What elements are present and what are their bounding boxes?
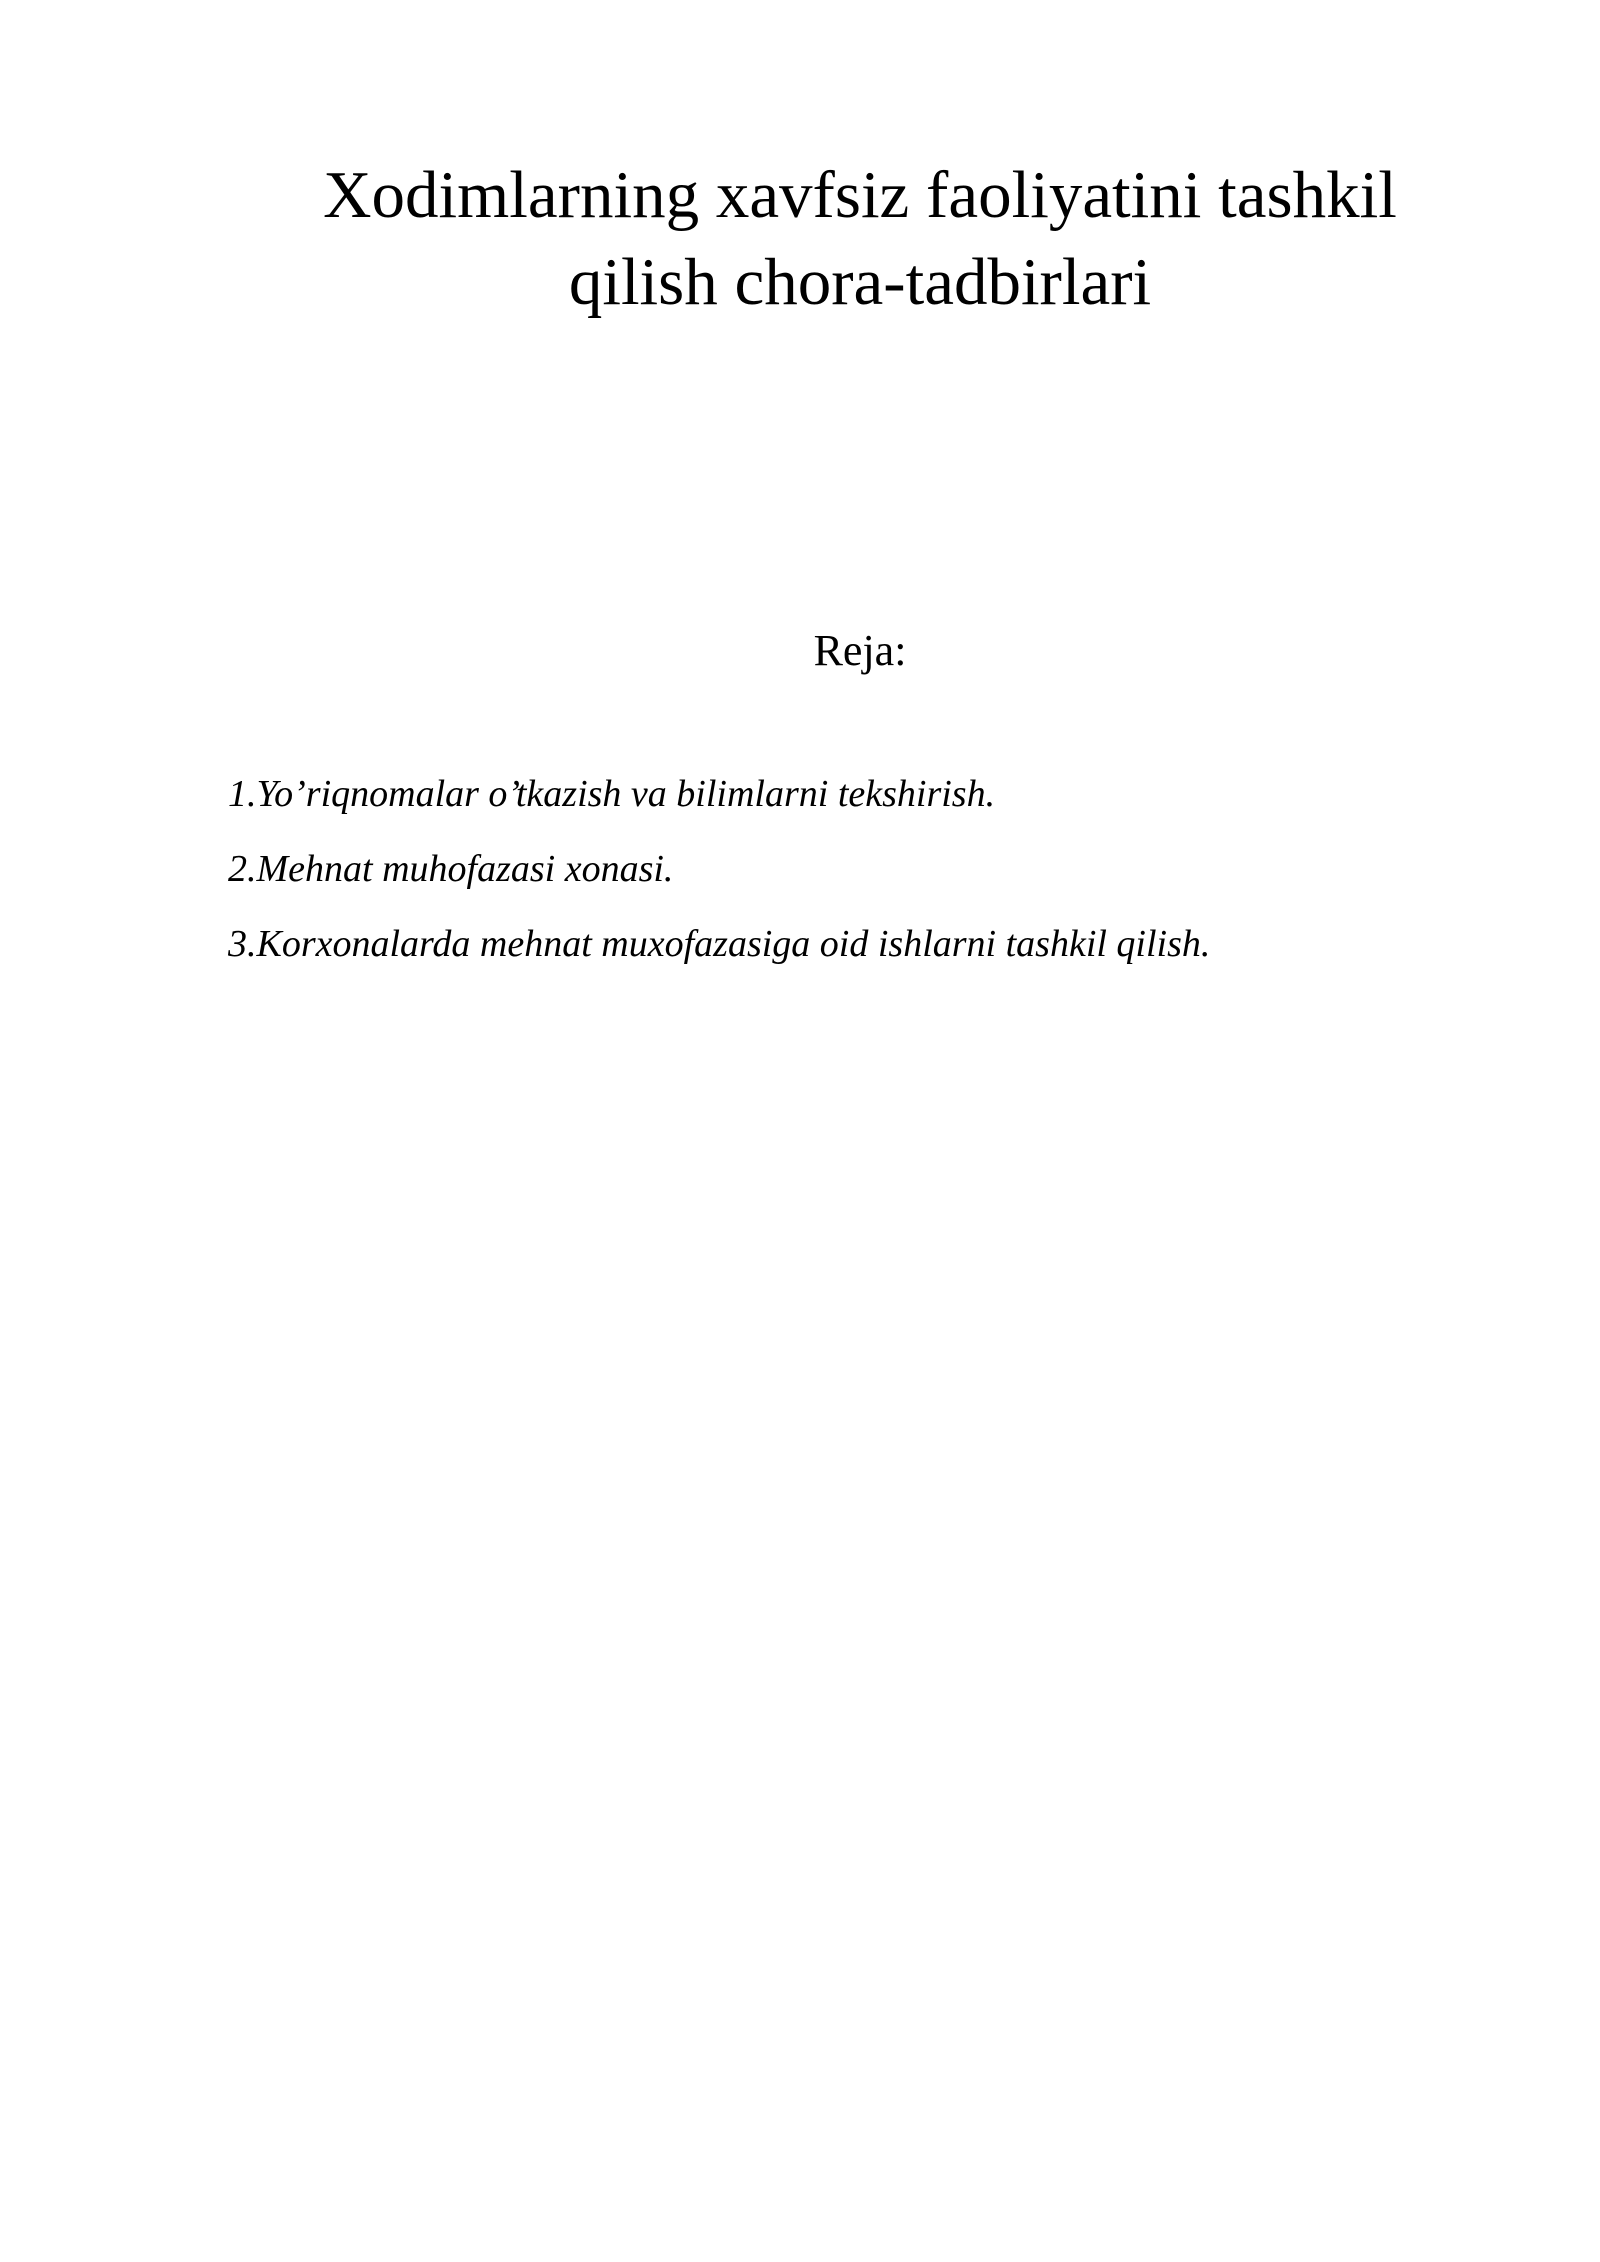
document-title <box>290 152 1430 326</box>
plan-list <box>228 770 1528 995</box>
plan-item-3: 3.Korxonalarda mehnat muxofazasiga oid ishlarni tashkil qilish. <box>228 923 1211 965</box>
title-line-2: qilish chora-tadbirlari <box>568 245 1152 319</box>
plan-item-2: 2.Mehnat muhofazasi xonasi. <box>228 848 674 890</box>
title-line-1: Xodimlarning xavfsiz faoliyatini tashkil <box>323 158 1397 232</box>
plan-heading: Reja: <box>813 626 907 675</box>
plan-item-1: 1.Yo’riqnomalar o’tkazish va bilimlarni tekshirish. <box>228 773 996 815</box>
